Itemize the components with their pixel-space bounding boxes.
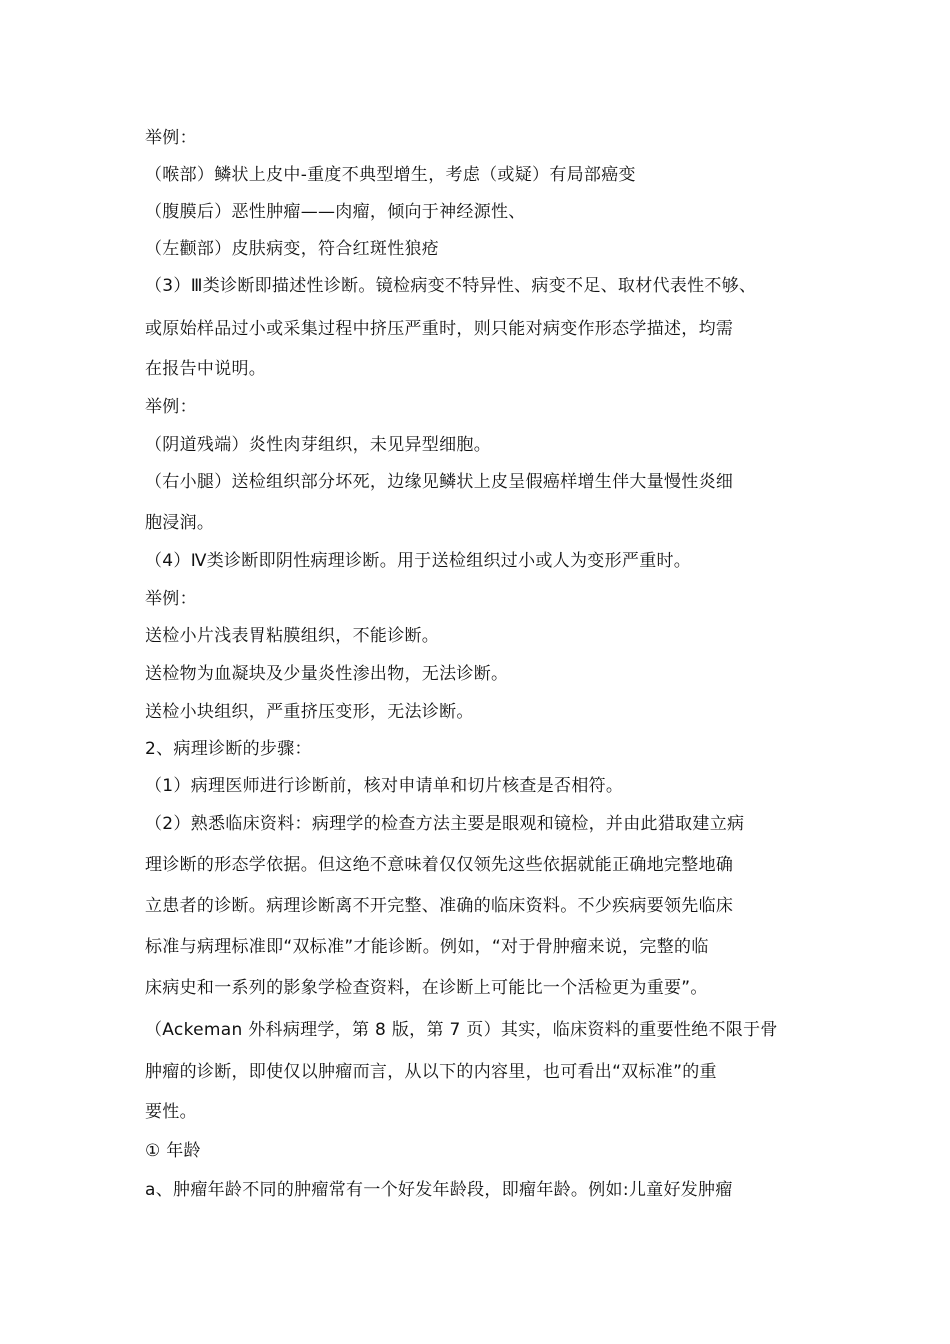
text-line: 胞浸润。	[145, 513, 215, 533]
text-line: 肿瘤的诊断，即使仅以肿瘤而言，从以下的内容里，也可看出“双标准”的重	[145, 1062, 717, 1082]
text-line: 举例：	[145, 589, 197, 609]
text-line: 2、病理诊断的步骤：	[145, 739, 312, 759]
text-line: a、肿瘤年龄不同的肿瘤常有一个好发年龄段，即瘤年龄。例如:儿童好发肿瘤	[145, 1180, 733, 1200]
text-line: （阴道残端）炎性肉芽组织，未见异型细胞。	[145, 435, 491, 455]
text-line: 举例：	[145, 397, 197, 417]
text-line: 送检小块组织，严重挤压变形，无法诊断。	[145, 702, 474, 722]
text-line: 送检物为血凝块及少量炎性渗出物，无法诊断。	[145, 664, 509, 684]
text-line: 举例：	[145, 128, 197, 148]
text-line: （2）熟悉临床资料：病理学的检查方法主要是眼观和镜检，并由此猎取建立病	[145, 814, 745, 834]
text-line: ① 年龄	[145, 1141, 201, 1161]
text-line: 要性。	[145, 1102, 197, 1122]
text-line: （喉部）鳞状上皮中-重度不典型增生，考虑（或疑）有局部癌变	[145, 165, 636, 185]
text-line: （右小腿）送检组织部分坏死，边缘见鳞状上皮呈假癌样增生伴大量慢性炎细	[145, 472, 734, 492]
text-line: （Ackeman 外科病理学，第 8 版，第 7 页）其实，临床资料的重要性绝不限于骨	[145, 1020, 778, 1040]
text-line: 送检小片浅表胃粘膜组织，不能诊断。	[145, 626, 440, 646]
text-line: 在报告中说明。	[145, 359, 267, 379]
text-line: 标准与病理标准即“双标准”才能诊断。例如，“对于骨肿瘤来说，完整的临	[145, 937, 709, 957]
text-line: 理诊断的形态学依据。但这绝不意味着仅仅领先这些依据就能正确地完整地确	[145, 855, 734, 875]
text-line: （4）Ⅳ类诊断即阴性病理诊断。用于送检组织过小或人为变形严重时。	[145, 551, 692, 571]
text-line: 立患者的诊断。病理诊断离不开完整、准确的临床资料。不少疾病要领先临床	[145, 896, 734, 916]
text-line: （左颧部）皮肤病变，符合红斑性狼疮	[145, 239, 440, 259]
text-line: （1）病理医师进行诊断前，核对申请单和切片核查是否相符。	[145, 776, 624, 796]
text-line: 或原始样品过小或采集过程中挤压严重时，则只能对病变作形态学描述，均需	[145, 319, 734, 339]
text-line: 床病史和一系列的影象学检查资料，在诊断上可能比一个活检更为重要”。	[145, 978, 708, 998]
text-line: （3）Ⅲ类诊断即描述性诊断。镜检病变不特异性、病变不足、取材代表性不够、	[145, 276, 757, 296]
text-line: （腹膜后）恶性肿瘤——肉瘤，倾向于神经源性、	[145, 202, 526, 222]
